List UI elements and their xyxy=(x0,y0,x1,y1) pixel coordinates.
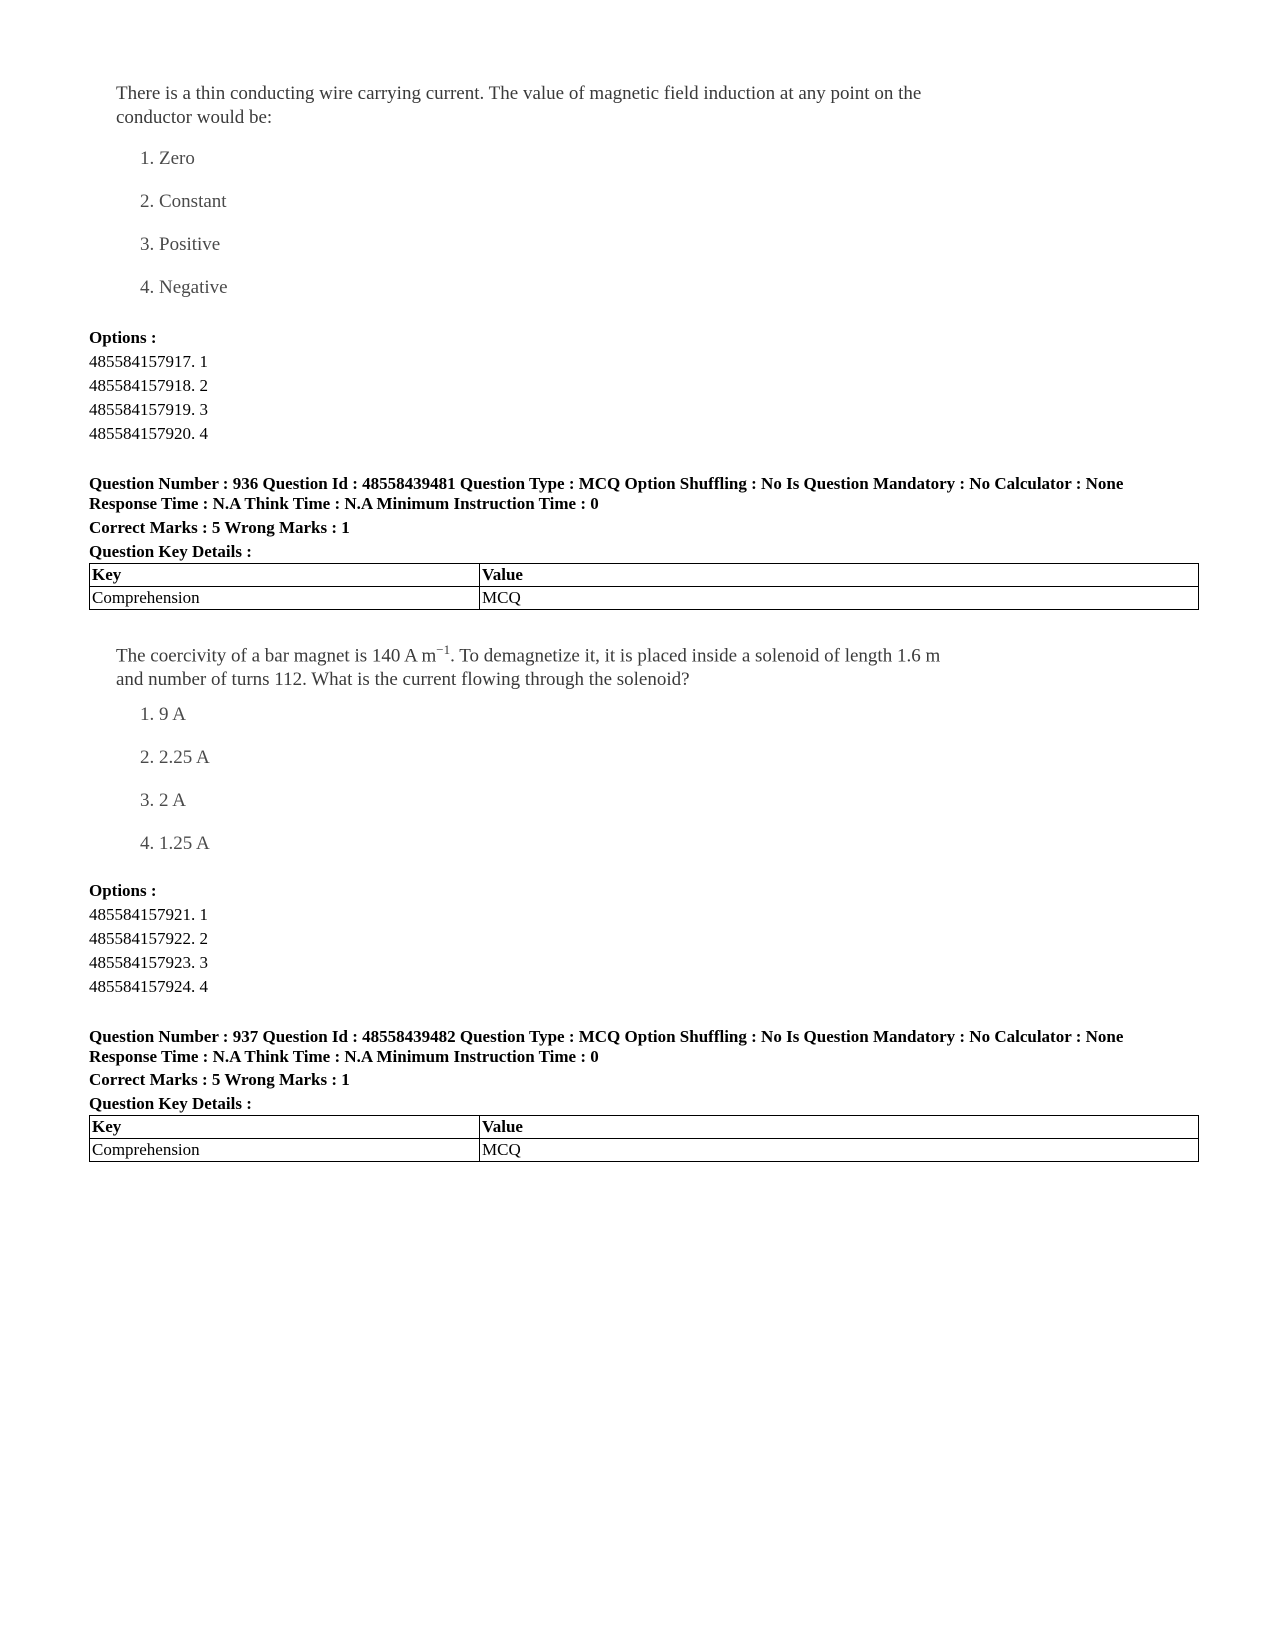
question-936-meta-line-2: Response Time : N.A Think Time : N.A Minimum Instruction Time : 0 xyxy=(89,494,599,513)
option-id: 485584157921. 1 xyxy=(89,905,208,924)
question-935-choice-1: 1. Zero xyxy=(140,148,195,169)
question-936-marks-text: Correct Marks : 5 Wrong Marks : 1 xyxy=(89,518,350,537)
table-cell-key: Comprehension xyxy=(90,1139,480,1162)
question-936-image xyxy=(116,638,1016,863)
question-936-options xyxy=(89,879,1199,999)
question-936-stem-line-1 xyxy=(116,638,1016,668)
question-935-choice-3: 3. Positive xyxy=(140,234,221,255)
question-935-stem-line-1: There is a thin conducting wire carrying current. The value of magnetic field induction at any point on the xyxy=(116,83,922,104)
stem-text: . To demagnetize it, it is placed inside a solenoid of length 1.6 m xyxy=(450,645,941,667)
question-936-choice-2: 2. 2.25 A xyxy=(140,747,210,768)
table-cell-key: Comprehension xyxy=(90,587,480,610)
question-936-meta-line-1: Question Number : 936 Question Id : 48558439481 Question Type : MCQ Option Shuffling : No Is Question Mandatory : No Calculator : None xyxy=(89,474,1124,493)
option-id: 485584157918. 2 xyxy=(89,376,208,395)
question-936-marks xyxy=(89,516,1199,564)
stem-text: The coercivity of a bar magnet is 140 A m xyxy=(116,645,437,667)
question-937-marks xyxy=(89,1068,1199,1116)
question-936-choice-1: 1. 9 A xyxy=(140,704,186,725)
question-937-key-details-label: Question Key Details : xyxy=(89,1094,252,1113)
option-id: 485584157919. 3 xyxy=(89,400,208,419)
question-935-choice-2: 2. Constant xyxy=(140,191,227,212)
question-935-options xyxy=(89,326,1199,446)
question-936-meta xyxy=(89,474,1199,514)
table-header-row xyxy=(90,1116,1199,1139)
question-936-key-table xyxy=(89,563,1199,610)
table-header-row xyxy=(90,564,1199,587)
question-936-key-details-label: Question Key Details : xyxy=(89,542,252,561)
question-936-stem-line-2: and number of turns 112. What is the current flowing through the solenoid? xyxy=(116,669,690,691)
table-header-value: Value xyxy=(480,1116,1199,1139)
question-937-key-table xyxy=(89,1115,1199,1162)
option-id: 485584157917. 1 xyxy=(89,352,208,371)
option-id: 485584157923. 3 xyxy=(89,953,208,972)
question-937-meta-line-2: Response Time : N.A Think Time : N.A Minimum Instruction Time : 0 xyxy=(89,1047,599,1066)
option-id: 485584157924. 4 xyxy=(89,977,208,996)
table-cell-value: MCQ xyxy=(480,587,1199,610)
table-row xyxy=(90,1139,1199,1162)
question-936-choice-4: 4. 1.25 A xyxy=(140,833,210,854)
options-label: Options : xyxy=(89,328,157,347)
options-label: Options : xyxy=(89,881,157,900)
question-935-choice-4: 4. Negative xyxy=(140,277,228,298)
question-935-stem-line-2: conductor would be: xyxy=(116,107,273,128)
question-936-choice-3: 3. 2 A xyxy=(140,790,186,811)
table-cell-value: MCQ xyxy=(480,1139,1199,1162)
question-937-meta xyxy=(89,1027,1199,1067)
table-row xyxy=(90,587,1199,610)
table-header-key: Key xyxy=(90,564,480,587)
table-header-key: Key xyxy=(90,1116,480,1139)
table-header-value: Value xyxy=(480,564,1199,587)
option-id: 485584157920. 4 xyxy=(89,424,208,443)
question-937-meta-line-1: Question Number : 937 Question Id : 48558439482 Question Type : MCQ Option Shuffling : No Is Question Mandatory : No Calculator : None xyxy=(89,1027,1124,1046)
question-937-marks-text: Correct Marks : 5 Wrong Marks : 1 xyxy=(89,1070,350,1089)
question-935-image xyxy=(116,82,1016,312)
option-id: 485584157922. 2 xyxy=(89,929,208,948)
stem-superscript: −1 xyxy=(436,642,451,657)
